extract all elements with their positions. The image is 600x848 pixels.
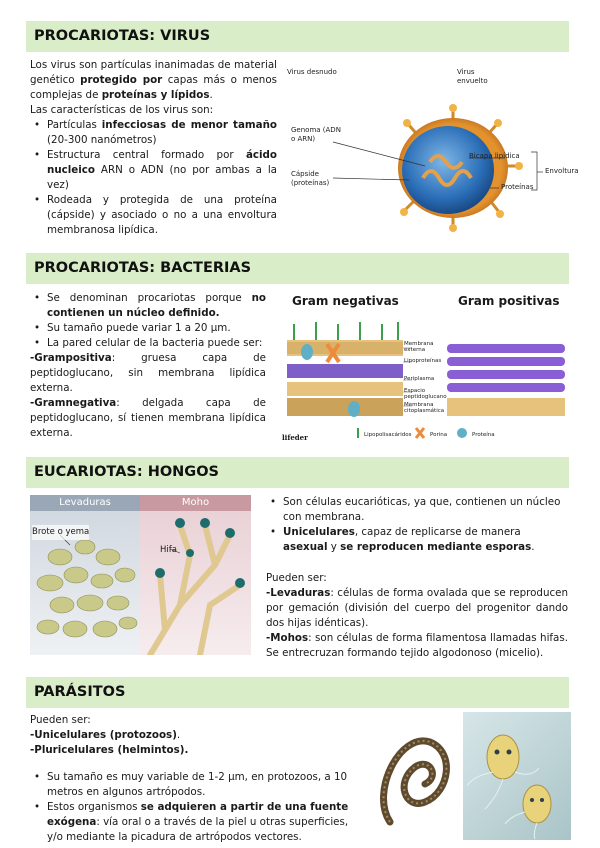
mold-desc-label: -Mohos — [266, 632, 309, 644]
bacteria-header — [26, 253, 569, 284]
virus-intro-bold: proteínas y lípidos — [101, 89, 210, 101]
parasites-header — [26, 677, 569, 708]
item-text: Su tamaño puede variar 1 a 20 µm. — [47, 322, 231, 334]
virus-intro-part: . — [209, 89, 213, 101]
parasites-heading: PARÁSITOS — [34, 684, 126, 700]
list-item — [30, 148, 277, 193]
list-item — [30, 336, 266, 351]
fungi-heading: EUCARIOTAS: HONGOS — [34, 464, 219, 480]
mold-desc-text: : son células de forma filamentosa llamadas hifas. Se entrecruzan formando tejido algodonoso (micelio). — [266, 632, 568, 659]
grampositive-label: -Grampositiva — [30, 352, 112, 364]
yeast-label: Levaduras — [30, 495, 140, 511]
helminths-line — [30, 743, 360, 758]
virus-characteristics-intro: Las características de los virus son: — [30, 104, 214, 116]
fungi-drawing — [30, 495, 251, 655]
label-peptidoglycan: Espacio peptidoglucano — [404, 388, 447, 400]
virus-list — [30, 118, 277, 238]
mold-desc — [266, 631, 568, 661]
virus-text — [30, 58, 277, 238]
item-text: , capaz de replicarse de manera — [354, 526, 521, 538]
gramnegative-desc — [30, 396, 266, 441]
parasites-intro: Pueden ser: — [30, 714, 91, 726]
item-bold: ácido nucleico — [47, 149, 277, 176]
fungi-header — [26, 457, 569, 488]
item-bold: se reproducen mediante esporas — [340, 541, 532, 553]
item-text: (20-300 nanómetros) — [47, 134, 157, 146]
item-text: Son células eucarióticas, ya que, contienen un núcleo con membrana. — [283, 496, 561, 523]
item-bold: infecciosas de menor tamaño — [101, 119, 277, 131]
list-item — [30, 118, 277, 148]
gramnegative-text: : delgada capa de peptidoglucano, sí tienen membrana lipídica externa. — [30, 397, 266, 439]
yeast-desc — [266, 586, 568, 631]
fungi-text — [266, 495, 568, 661]
protozoa-dot: . — [176, 729, 181, 741]
virus-diagram — [285, 66, 585, 246]
helminth-image — [370, 722, 460, 840]
list-item — [266, 495, 568, 525]
fungi-list — [266, 495, 568, 555]
item-text: La pared celular de la bacteria puede ser: — [47, 337, 263, 349]
hypha-label: Hifa — [160, 545, 177, 555]
bacteria-heading: PROCARIOTAS: BACTERIAS — [34, 260, 252, 276]
virus-intro-part: capas más o menos complejas de — [30, 74, 277, 101]
list-item — [30, 800, 360, 845]
fungi-illustration — [30, 495, 251, 655]
list-item — [30, 321, 266, 336]
helminths-label: -Pluricelulares (helmintos). — [30, 744, 189, 756]
virus-intro-part: Los virus son partículas inanimadas de material genético — [30, 59, 277, 86]
virus-intro-bold: protegido por — [80, 74, 163, 86]
item-text: Partículas — [47, 119, 102, 131]
lifeder-credit: lifeder — [282, 433, 308, 442]
list-item — [266, 525, 568, 555]
virus-heading: PROCARIOTAS: VIRUS — [34, 28, 211, 44]
label-lipoproteins: Lipoproteínas — [404, 358, 442, 364]
gram-negative-title: Gram negativas — [292, 294, 399, 308]
item-bold: se adquieren a partir de una fuente exógena — [47, 801, 349, 828]
gram-diagram — [282, 294, 572, 448]
item-text: Rodeada y protegida de una proteína (cápside) y asociado o no a una envoltura membranosa lipídica. — [47, 194, 277, 236]
yeast-desc-text: : células de forma ovalada que se reproducen por gemación (división del cuerpo del progenitor dando dos hijas idénticas). — [266, 587, 568, 629]
virus-illustration — [285, 66, 585, 246]
legend-protein: Proteína — [472, 432, 495, 438]
item-text: . — [531, 541, 535, 553]
label-genome: Genoma (ADN o ARN) — [291, 126, 341, 143]
legend-porin: Porina — [430, 432, 448, 438]
grampositive-text: : gruesa capa de peptidoglucano, sin membrana lipídica externa. — [30, 352, 266, 394]
item-bold: Unicelulares — [283, 526, 355, 538]
virus-header — [26, 21, 569, 52]
item-text: : vía oral o a través de la piel u otras superficies, y/o mediante la picadura de artrópodos vectores. — [47, 816, 349, 843]
fungi-types-intro: Pueden ser: — [266, 572, 327, 584]
protozoa-image — [463, 712, 571, 840]
item-bold: no contienen un núcleo definido. — [47, 292, 266, 319]
list-item — [30, 770, 360, 800]
item-text: Estos organismos — [47, 801, 141, 813]
grampositive-desc — [30, 351, 266, 396]
protozoa-illustration — [463, 712, 571, 840]
parasites-text — [30, 713, 360, 845]
worm-illustration — [370, 722, 460, 840]
mold-label: Moho — [140, 495, 251, 511]
item-text: Su tamaño es muy variable de 1-2 µm, en protozoos, a 10 metros en algunos artrópodos. — [47, 771, 348, 798]
legend-lipopolysaccharides: Lipopolisacáridos — [364, 432, 412, 438]
label-proteins: Proteínas — [501, 183, 534, 191]
yeast-desc-label: -Levaduras — [266, 587, 331, 599]
label-naked-virus: Virus desnudo — [287, 68, 337, 76]
item-text: y — [327, 541, 341, 553]
label-periplasm: Periplasma — [404, 376, 435, 382]
gramnegative-label: -Gramnegativa — [30, 397, 117, 409]
item-text: Estructura central formado por — [47, 149, 246, 161]
protozoa-line — [30, 728, 360, 743]
list-item — [30, 193, 277, 238]
label-outer-membrane: Membrana externa — [404, 341, 434, 353]
label-bilayer: Bicapa lipídica — [469, 152, 520, 160]
protozoa-label: -Unicelulares (protozoos) — [30, 729, 177, 741]
item-bold: asexual — [283, 541, 328, 553]
parasites-list — [30, 770, 360, 845]
item-text: Se denominan procariotas porque — [47, 292, 252, 304]
bud-label: Brote o yema — [32, 525, 89, 540]
label-cytoplasmic-membrane: Membrana citoplasmática — [404, 402, 445, 414]
virus-intro — [30, 58, 277, 103]
list-item — [30, 291, 266, 321]
gram-positive-title: Gram positivas — [458, 294, 560, 308]
label-capsid: Cápside (proteínas) — [291, 170, 330, 187]
label-enveloped-virus: Virus envuelto — [457, 68, 488, 85]
label-envelope: Envoltura — [545, 167, 579, 175]
bacteria-text — [30, 291, 266, 441]
bacteria-list — [30, 291, 266, 351]
item-text: ARN o ADN (no por ambas a la vez) — [47, 164, 277, 191]
